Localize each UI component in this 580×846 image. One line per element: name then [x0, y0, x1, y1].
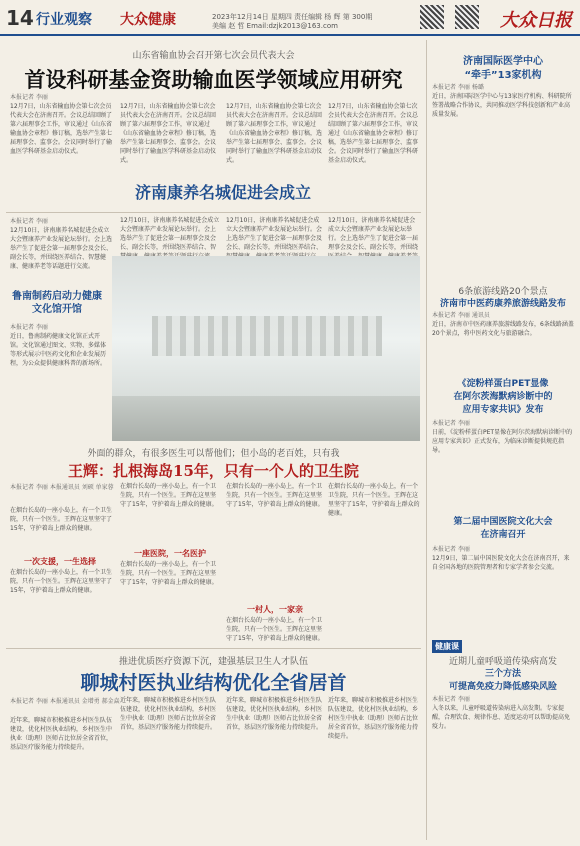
r2-body: 近日，济南市中医药康养旅游线路发布，6条线路涵盖20个景点，将中医药文化与旅游融合。 [432, 321, 574, 337]
r1-byline: 本报记者 李丽 杨璐 [432, 84, 484, 91]
exhibit-floor [112, 396, 420, 441]
r5-body: 入冬以来，儿童呼吸道传染病进入高发期。专家提醒，合理饮食、规律作息、适度运动可以帮助提高免疫力。 [432, 705, 571, 730]
lead-body-col3: 12月7日，山东省输血协会第七次会员代表大会在济南召开。会议总结回顾了第六届理事会工作，审议通过《山东省输血协会章程》修订稿，选举产生第七届理事会、监事会。会议同时举行了输血医学科研基金启动仪式。 [226, 103, 323, 164]
brand-name: 大众健康 [120, 12, 176, 28]
issue-meta: 2023年12月14日 星期四 责任编辑 杨 辉 第 300期 [212, 13, 373, 21]
photo-story-body: 近日，鲁南制药健康文化馆正式开馆。文化馆通过图文、实物、多媒体等形式展示中医药文化和企业发展历程，为公众提供健康科普的新场所。 [10, 333, 107, 367]
r4-byline: 本报记者 李丽 [432, 546, 470, 553]
r3-byline: 本报记者 李丽 [432, 420, 470, 427]
page-number: 14 [6, 6, 34, 30]
story3-body-col4: 近年来，聊城市积极推进乡村医生队伍建设，优化村医执业结构，乡村医生中执业（助理）医师占比位居全省首位，基层医疗服务能力持续提升。 [328, 697, 419, 740]
r3-body: 日前，《淀粉样蛋白PET显像在阿尔茨海默病诊断中的应用专家共识》正式发布，为临床诊断提供规范指导。 [432, 429, 573, 454]
r3-title-line3: 应用专家共识》发布 [462, 405, 544, 415]
feature-body-col1b: 在烟台长岛的一座小岛上，有一个卫生院，只有一个医生。王辉在这里坚守了15年，守护着岛上群众的健康。 [10, 569, 113, 594]
r5-byline: 本报记者 李丽 [432, 696, 470, 703]
story3-byline: 本报记者 李丽 本报通讯员 金增勇 郝金焱 [10, 698, 120, 705]
feature-subhead-3: 一村人，一家亲 [247, 605, 303, 614]
r4-title-line1: 第二届中国医院文化大会 [453, 517, 553, 527]
story2-body-col1: 12月10日，济南康养名城促进会成立大会暨康养产业发展论坛举行。会上选举产生了促进会第一届理事会及会长、副会长等，并围绕医养结合、智慧健康、健康养老等话题进行交流。 [10, 227, 113, 270]
r5-title-line1: 三个方法 [484, 669, 521, 679]
photo-story-title: 鲁南制药启动力健康文化馆开馆 [12, 291, 102, 315]
r4-title-line2: 在济南召开 [480, 530, 526, 540]
story2-byline: 本报记者 李丽 [10, 218, 48, 225]
r1-title-line2: “牵手”13家机构 [464, 70, 542, 81]
lead-kicker: 山东省输血协会召开第七次会员代表大会 [132, 51, 295, 61]
column-divider [426, 40, 427, 840]
divider [6, 648, 421, 649]
r1-title-line1: 济南国际医学中心 [463, 56, 543, 67]
section-title: 行业观察 [36, 12, 92, 28]
feature-kicker: 外面的群众，有很多医生可以帮他们；但小岛的老百姓，只有我 [87, 449, 340, 459]
divider [6, 212, 421, 213]
r4-body: 12月9日，第二届中国医院文化大会在济南召开，来自全国各地的医院管理者和专家学者参会交流。 [432, 555, 570, 571]
feature-body-col3a: 在烟台长岛的一座小岛上，有一个卫生院，只有一个医生。王辉在这里坚守了15年，守护着岛上群众的健康。 [226, 483, 324, 508]
r5-title-line2: 可提高免疫力降低感染风险 [448, 682, 557, 692]
feature-subhead-2: 一座医院，一名医护 [134, 549, 206, 558]
story2-title: 济南康养名城促进会成立 [134, 183, 311, 202]
exhibit-wall [152, 316, 382, 356]
story3-body-col2: 近年来，聊城市积极推进乡村医生队伍建设，优化村医执业结构，乡村医生中执业（助理）医师占比位居全省首位，基层医疗服务能力持续提升。 [120, 697, 217, 731]
feature-title: 王辉：扎根海岛15年，只有一个人的卫生院 [68, 462, 359, 480]
r3-title-line1: 《淀粉样蛋白PET显像 [457, 379, 549, 389]
lead-body-col4: 12月7日，山东省输血协会第七次会员代表大会在济南召开。会议总结回顾了第六届理事会工作，审议通过《山东省输血协会章程》修订稿，选举产生第七届理事会、监事会。会议同时举行了输血医学科研基金启动仪式。 [328, 103, 419, 164]
feature-body-col2b: 在烟台长岛的一座小岛上，有一个卫生院，只有一个医生。王辉在这里坚守了15年，守护着岛上群众的健康。 [120, 561, 218, 586]
lead-body-col2: 12月7日，山东省输血协会第七次会员代表大会在济南召开。会议总结回顾了第六届理事会工作，审议通过《山东省输血协会章程》修订稿，选举产生第七届理事会、监事会。会议同时举行了输血医学科研基金启动仪式。 [120, 103, 217, 164]
r2-byline: 本报记者 李丽 通讯员 [432, 312, 490, 319]
photo-story-byline: 本报记者 李丽 [10, 324, 48, 331]
feature-byline: 本报记者 李丽 本报通讯员 刘硕 单家蓉 [10, 484, 114, 491]
story3-body-col1: 近年来，聊城市积极推进乡村医生队伍建设，优化村医执业结构，乡村医生中执业（助理）医师占比位居全省首位，基层医疗服务能力持续提升。 [10, 717, 113, 751]
exhibit-hall-photo [112, 256, 420, 441]
story3-body-col3: 近年来，聊城市积极推进乡村医生队伍建设，优化村医执业结构，乡村医生中执业（助理）医师占比位居全省首位，基层医疗服务能力持续提升。 [226, 697, 323, 731]
feature-body-col3b: 在烟台长岛的一座小岛上，有一个卫生院，只有一个医生。王辉在这里坚守了15年，守护着岛上群众的健康。 [226, 617, 324, 642]
feature-subhead-1: 一次支援，一生选择 [24, 557, 96, 566]
lead-title: 首设科研基金资助输血医学领域应用研究 [24, 67, 403, 92]
lead-body-col1: 12月7日，山东省输血协会第七次会员代表大会在济南召开。会议总结回顾了第六届理事会工作，审议通过《山东省输血协会章程》修订稿，选举产生第七届理事会、监事会。会议同时举行了输血医学科研基金启动仪式。 [10, 103, 113, 155]
r2-title: 济南市中医药康养旅游线路发布 [439, 299, 566, 309]
qr-code-icon [420, 5, 444, 29]
r5-kicker: 近期儿童呼吸道传染病高发 [448, 657, 557, 667]
story2-body-col2: 12月10日，济南康养名城促进会成立大会暨康养产业发展论坛举行。会上选举产生了促进会第一届理事会及会长、副会长等，并围绕医养结合、智 [120, 217, 220, 251]
story3-kicker: 推进优质医疗资源下沉，建强基层卫生人才队伍 [118, 657, 308, 667]
story2-body-col3: 12月10日，济南康养名城促进会成立大会暨康养产业发展论坛举行。会上选举产生了促进会第一届理事会及会长、副会长等，并围绕医养结合、 [226, 217, 323, 251]
r5-tag: 健康课 [432, 640, 462, 653]
feature-body-col2a: 在烟台长岛的一座小岛上，有一个卫生院，只有一个医生。王辉在这里坚守了15年，守护着岛上群众的健康。 [120, 483, 218, 508]
newspaper-logo: 大众日报 [500, 10, 572, 31]
story2-body-col4: 12月10日，济南康养名城促进会成立大会暨康养产业发展论坛举行。会上选举产生了促进会第一届理事会及会长、副会长等，并围绕 [328, 217, 419, 251]
issue-meta-2: 美编 赵 哲 Email:dzjk2013@163.com [212, 22, 338, 30]
r3-title-line2: 在阿尔茨海默病诊断中的 [453, 392, 553, 402]
qr-code-icon [455, 5, 479, 29]
lead-byline: 本报记者 李丽 [10, 94, 48, 101]
story3-title: 聊城村医执业结构优化全省居首 [80, 672, 347, 694]
feature-body-col4: 在烟台长岛的一座小岛上，有一个卫生院，只有一个医生。王辉在这里坚守了15年，守护着岛上群众的健康。 [328, 483, 420, 517]
feature-body-col1a: 在烟台长岛的一座小岛上，有一个卫生院，只有一个医生。王辉在这里坚守了15年，守护着岛上群众的健康。 [10, 507, 113, 532]
r1-body: 近日，济南国际医学中心与13家医疗机构、科研院所签署战略合作协议，共同推动医学科技创新和产业高质量发展。 [432, 93, 572, 118]
r2-kicker: 6条旅游线路20个景点 [458, 287, 548, 297]
